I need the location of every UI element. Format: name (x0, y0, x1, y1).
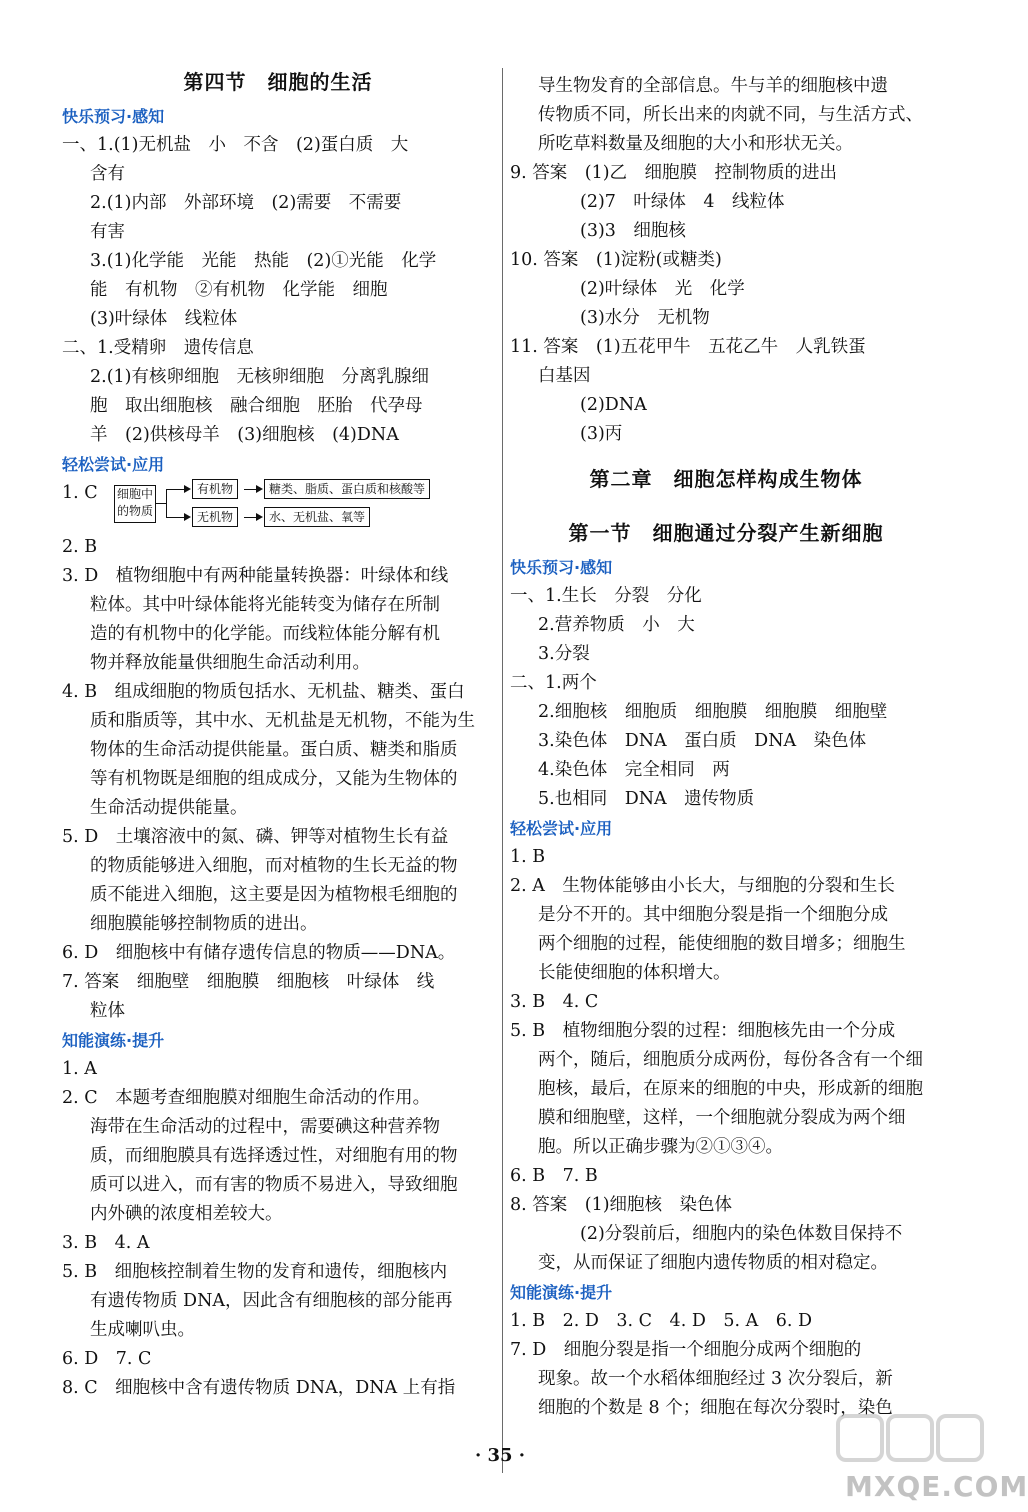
arrow-icon (256, 513, 263, 521)
answer-line: 两个，随后，细胞质分成两份，每份各含有一个细 (538, 1050, 923, 1070)
answer-line: 二、1.两个 (510, 673, 597, 693)
question-1-with-diagram (62, 479, 494, 533)
arrow-icon (256, 485, 263, 493)
answer-line: 1. C (62, 483, 98, 503)
diagram-root-box: 细胞中的物质 (114, 485, 156, 523)
answer-line: 4. B 组成细胞的物质包括水、无机盐、糖类、蛋白 (62, 682, 465, 702)
left-column (62, 62, 494, 1403)
section-label: 轻松尝试·应用 (510, 819, 613, 838)
answer-line: 2.营养物质 小 大 (538, 615, 695, 635)
arrow-icon (184, 513, 191, 521)
answer-line: 胞。所以正确步骤为②①③④。 (538, 1137, 783, 1157)
diagram-organic-box: 有机物 (192, 479, 238, 499)
answer-line: 有害 (90, 222, 125, 242)
answer-line: 6. B 7. B (510, 1166, 598, 1186)
answer-line: 8. 答案 (1)细胞核 染色体 (510, 1195, 733, 1215)
diagram-connector (166, 489, 186, 490)
diagram-connector (156, 503, 166, 504)
diagram-inorganic-items-box: 水、无机盐、氧等 (264, 507, 370, 527)
answer-line: 造的有机物中的化学能。而线粒体能分解有机 (90, 624, 440, 644)
arrow-icon (184, 485, 191, 493)
answer-line: (2)7 叶绿体 4 线粒体 (580, 192, 785, 212)
answer-line: (2)分裂前后，细胞内的染色体数目保持不 (580, 1224, 903, 1244)
diagram-connector (166, 489, 167, 517)
answer-line: 细胞的个数是 8 个；细胞在每次分裂时，染色 (538, 1398, 893, 1418)
answer-line: 2. C 本题考查细胞膜对细胞生命活动的作用。 (62, 1088, 431, 1108)
answer-line: 9. 答案 (1)乙 细胞膜 控制物质的进出 (510, 163, 838, 183)
watermark-text: MXQE.COM (845, 1470, 1028, 1503)
answer-line: (3)水分 无机物 (580, 308, 710, 328)
answer-line: 海带在生命活动的过程中，需要碘这种营养物 (90, 1117, 440, 1137)
answer-line: 2. B (62, 537, 98, 557)
answer-line: 8. C 细胞核中含有遗传物质 DNA，DNA 上有指 (62, 1378, 456, 1398)
answer-line: 胞 取出细胞核 融合细胞 胚胎 代孕母 (90, 396, 423, 416)
section-label: 知能演练·提升 (62, 1031, 165, 1050)
answer-line: 质，而细胞膜具有选择透过性，对细胞有用的物 (90, 1146, 458, 1166)
section-label: 快乐预习·感知 (510, 558, 613, 577)
diagram-inorganic-box: 无机物 (192, 507, 238, 527)
answer-line: 1. B (510, 847, 546, 867)
answer-line: 1. A (62, 1059, 97, 1079)
answer-line: 3.(1)化学能 光能 热能 (2)①光能 化学 (90, 251, 437, 271)
column-divider (502, 68, 503, 1473)
answer-line: 有遗传物质 DNA，因此含有细胞核的部分能再 (90, 1291, 453, 1311)
page-number: · 35 · (474, 1445, 526, 1466)
answer-line: 质不能进入细胞，这主要是因为植物根毛细胞的 (90, 885, 458, 905)
answer-line: 羊 (2)供核母羊 (3)细胞核 (4)DNA (90, 425, 399, 445)
answer-line: 白基因 (538, 366, 591, 386)
answer-line: 3. B 4. C (510, 992, 599, 1012)
answer-line: 二、1.受精卵 遗传信息 (62, 338, 254, 358)
answer-line: 能 有机物 ②有机物 化学能 细胞 (90, 280, 388, 300)
answer-line: 生成喇叭虫。 (90, 1320, 195, 1340)
answer-line: 5.也相同 DNA 遗传物质 (538, 789, 755, 809)
answer-line: 2.(1)内部 外部环境 (2)需要 不需要 (90, 193, 402, 213)
answer-line: 细胞膜能够控制物质的进出。 (90, 914, 318, 934)
answer-line: 粒体 (90, 1001, 125, 1021)
right-column (510, 72, 942, 1423)
answer-line: 4.染色体 完全相同 两 (538, 760, 730, 780)
section-label: 快乐预习·感知 (62, 107, 165, 126)
answer-line: 含有 (90, 164, 125, 184)
answer-line: 胞核，最后，在原来的细胞的中央，形成新的细胞 (538, 1079, 923, 1099)
answer-line: 粒体。其中叶绿体能将光能转变为储存在所制 (90, 595, 440, 615)
diagram-organic-items-box: 糖类、脂质、蛋白质和核酸等 (264, 479, 430, 499)
answer-line: 7. D 细胞分裂是指一个细胞分成两个细胞的 (510, 1340, 862, 1360)
answer-line: 等有机物既是细胞的组成成分，又能为生物体的 (90, 769, 458, 789)
answer-line: 10. 答案 (1)淀粉(或糖类) (510, 250, 722, 270)
answer-line: 生命活动提供能量。 (90, 798, 248, 818)
answer-line: 变，从而保证了细胞内遗传物质的相对稳定。 (538, 1253, 888, 1273)
answer-line: 11. 答案 (1)五花甲牛 五花乙牛 人乳铁蛋 (510, 337, 866, 357)
answer-line: 7. 答案 细胞壁 细胞膜 细胞核 叶绿体 线 (62, 972, 435, 992)
answer-line: 传物质不同，所长出来的肉就不同，与生活方式、 (538, 105, 923, 125)
answer-line: 3. D 植物细胞中有两种能量转换器：叶绿体和线 (62, 566, 449, 586)
answer-line: 物体的生命活动提供能量。蛋白质、糖类和脂质 (90, 740, 458, 760)
answer-line: 5. D 土壤溶液中的氮、磷、钾等对植物生长有益 (62, 827, 449, 847)
answer-line: 一、1.(1)无机盐 小 不含 (2)蛋白质 大 (62, 135, 409, 155)
answer-line: 膜和细胞壁，这样，一个细胞就分裂成为两个细 (538, 1108, 906, 1128)
answer-line: 内外碘的浓度相差较大。 (90, 1204, 283, 1224)
answer-line: 5. B 细胞核控制着生物的发育和遗传，细胞核内 (62, 1262, 448, 1282)
answer-line: 现象。故一个水稻体细胞经过 3 次分裂后，新 (538, 1369, 893, 1389)
answer-line: 6. D 7. C (62, 1349, 152, 1369)
answer-line: 所吃草料数量及细胞的大小和形状无关。 (538, 134, 853, 154)
diagram-connector (166, 517, 186, 518)
answer-line: 的物质能够进入细胞，而对植物的生长无益的物 (90, 856, 458, 876)
answer-line: 是分不开的。其中细胞分裂是指一个细胞分成 (538, 905, 888, 925)
answer-line: (2)叶绿体 光 化学 (580, 279, 745, 299)
answer-line: 3.染色体 DNA 蛋白质 DNA 染色体 (538, 731, 867, 751)
answer-line: 长能使细胞的体积增大。 (538, 963, 731, 983)
answer-line: 一、1.生长 分裂 分化 (510, 586, 702, 606)
answer-line: 2.细胞核 细胞质 细胞膜 细胞膜 细胞壁 (538, 702, 888, 722)
answer-line: 2. A 生物体能够由小长大，与细胞的分裂和生长 (510, 876, 895, 896)
section-label: 轻松尝试·应用 (62, 455, 165, 474)
answer-line: 质可以进入，而有害的物质不易进入，导致细胞 (90, 1175, 458, 1195)
answer-line: 质和脂质等，其中水、无机盐是无机物，不能为生 (90, 711, 475, 731)
answer-line: 物并释放能量供细胞生命活动利用。 (90, 653, 370, 673)
answer-line: 导生物发育的全部信息。牛与羊的细胞核中遗 (538, 76, 888, 96)
section-title: 第四节 细胞的生活 (183, 70, 373, 94)
answer-line: 3. B 4. A (62, 1233, 150, 1253)
answer-line: 3.分裂 (538, 644, 590, 664)
answer-line: 6. D 细胞核中有储存遗传信息的物质——DNA。 (62, 943, 456, 963)
section-title: 第一节 细胞通过分裂产生新细胞 (568, 521, 884, 545)
chapter-title: 第二章 细胞怎样构成生物体 (589, 467, 863, 491)
answer-line: 两个细胞的过程，能使细胞的数目增多；细胞生 (538, 934, 906, 954)
answer-line: (2)DNA (580, 395, 647, 415)
answer-line: (3)丙 (580, 424, 623, 444)
answer-line: (3)3 细胞核 (580, 221, 686, 241)
answer-line: 2.(1)有核卵细胞 无核卵细胞 分离乳腺细 (90, 367, 429, 387)
answer-line: (3)叶绿体 线粒体 (90, 309, 238, 329)
section-label: 知能演练·提升 (510, 1283, 613, 1302)
answer-line: 1. B 2. D 3. C 4. D 5. A 6. D (510, 1311, 813, 1331)
answer-line: 5. B 植物细胞分裂的过程：细胞核先由一个分成 (510, 1021, 896, 1041)
